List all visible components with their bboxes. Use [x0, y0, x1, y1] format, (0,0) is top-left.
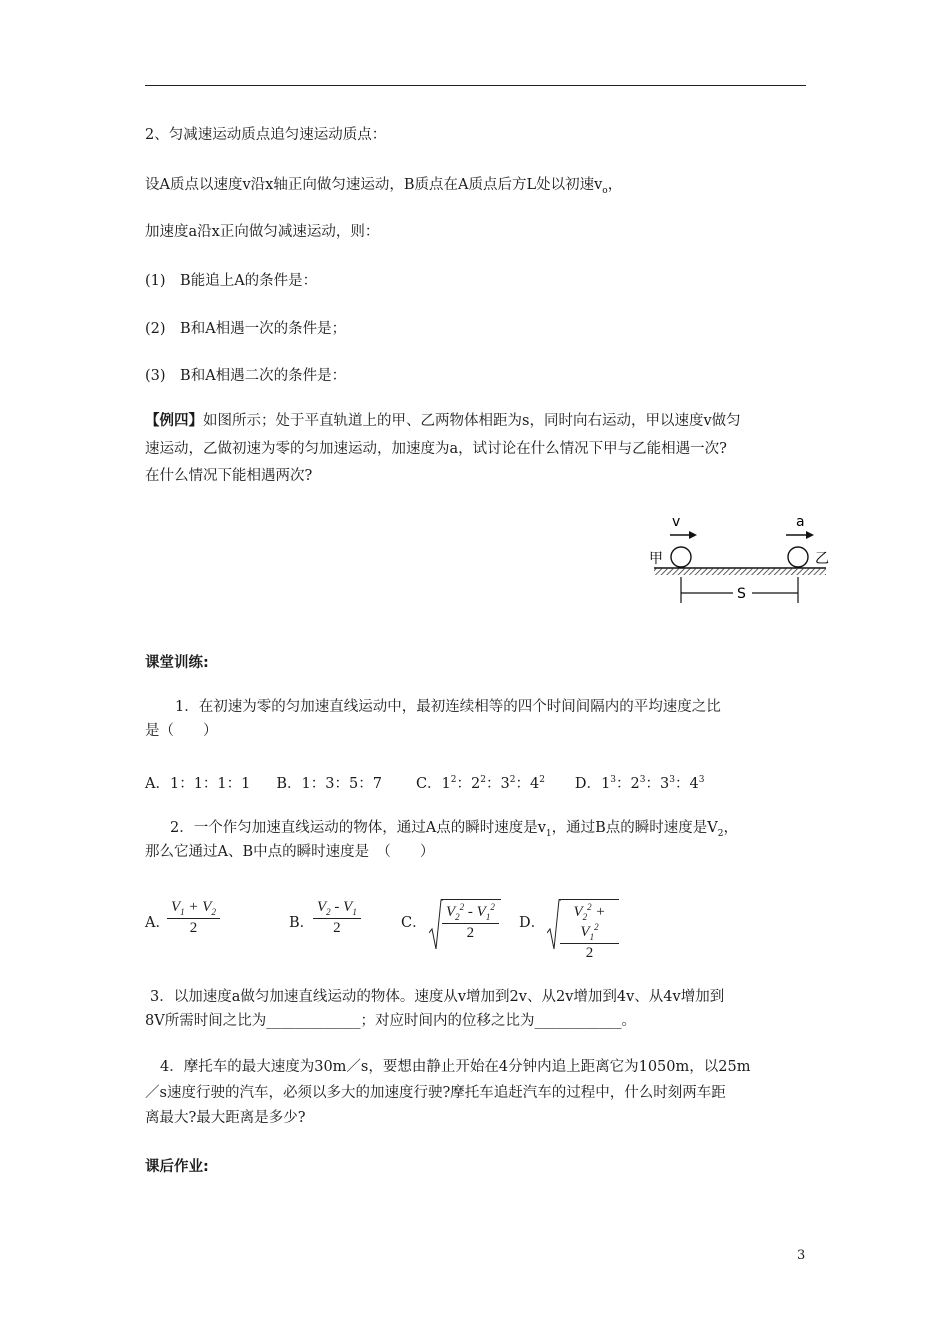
label-yi: 乙 — [815, 551, 829, 567]
q1-option-a: A．1：1：1：1 — [145, 775, 251, 792]
acceleration-label: a — [796, 514, 805, 530]
q4-line3: 离最大?最大距离是多少? — [145, 1110, 306, 1126]
velocity-label: v — [672, 514, 681, 530]
velocity-arrowhead — [689, 531, 697, 539]
q2-option-d-label: D． — [519, 915, 546, 931]
q3-line2: 8V所需时间之比为_____________；对应时间内的位移之比为____________。 — [145, 1013, 636, 1029]
q2-option-a-label: A． — [145, 915, 170, 931]
acceleration-arrowhead — [806, 531, 814, 539]
object-jia — [671, 547, 691, 567]
q1-option-c: C．$1^2$：$2^2$：$3^2$：$4^2$ — [415, 775, 545, 792]
q2-options — [145, 897, 645, 961]
q1-options — [145, 768, 810, 796]
q2-line2: 那么它通过A、B中点的瞬时速度是 （ ） — [145, 844, 435, 860]
q2-option-a-fraction: $\frac{V_1 + V_2}{2}$ — [167, 899, 220, 937]
homework-heading: 课后作业: — [145, 1159, 209, 1175]
q4-line1: 4．摩托车的最大速度为30m／s，要想由静止开始在4分钟内追上距离它为1050m，以25m — [160, 1059, 751, 1075]
condition-2: (2) B和A相遇一次的条件是； — [145, 321, 347, 337]
q3-line1: 3．以加速度a做匀加速直线运动的物体。速度从v增加到2v、从2v增加到4v、从4v增加到 — [150, 989, 725, 1005]
q2-option-c-label: C． — [401, 915, 427, 931]
q2-option-c-sqrt: $\frac{V_2^2 - V_1^2}{2}$ — [429, 899, 501, 951]
q2-option-b-label: B． — [289, 915, 315, 931]
header-rule — [145, 85, 806, 86]
example-4-tag: 【例四】 — [145, 413, 203, 429]
section-2-title: 2、匀减速运动质点追匀速运动质点： — [145, 127, 387, 143]
q2-option-b-fraction: $\frac{V_2 - V_1}{2}$ — [313, 899, 361, 937]
label-jia: 甲 — [649, 551, 663, 567]
q2-line1: 2．一个作匀加速直线运动的物体，通过A点的瞬时速度是$v_1$，通过B点的瞬时速度是$V_2$， — [170, 820, 738, 839]
paragraph-a-b-setup: 设A质点以速度v沿x轴正向做匀速运动，B质点在A质点后方L处以初速$v_o$， — [145, 177, 623, 196]
example-4-line2: 速运动，乙做初速为零的匀加速运动，加速度为a，试讨论在什么情况下甲与乙能相遇一次? — [145, 441, 727, 457]
q1-line1: 1．在初速为零的匀加速直线运动中，最初连续相等的四个时间间隔内的平均速度之比 — [175, 699, 721, 715]
condition-3: (3) B和A相遇二次的条件是： — [145, 368, 347, 384]
q4-line2: ／s速度行驶的汽车，必须以多大的加速度行驶?摩托车追赶汽车的过程中，什么时刻两车距 — [145, 1085, 726, 1101]
object-yi — [788, 547, 808, 567]
q1-option-b: B．1：3：5：7 — [276, 775, 382, 792]
track-figure — [640, 505, 835, 610]
condition-1: (1) B能追上A的条件是： — [145, 273, 318, 289]
paragraph-acceleration: 加速度a沿x正向做匀减速运动，则： — [145, 224, 380, 240]
track-hatching — [654, 568, 826, 575]
distance-label: S — [737, 586, 746, 602]
q1-line2: 是（ ） — [145, 723, 218, 739]
classroom-heading: 课堂训练: — [145, 655, 209, 671]
q2-option-d-sqrt: $\frac{V_2^2 + V_1^2}{2}$ — [547, 899, 619, 951]
q1-option-d: D．$1^3$：$2^3$：$3^3$：$4^3$ — [574, 775, 705, 792]
page-number: 3 — [797, 1248, 806, 1263]
example-4-line3: 在什么情况下能相遇两次? — [145, 468, 313, 484]
example-4-line1: 【例四】如图所示；处于平直轨道上的甲、乙两物体相距为s，同时向右运动，甲以速度v做匀 — [145, 413, 741, 429]
